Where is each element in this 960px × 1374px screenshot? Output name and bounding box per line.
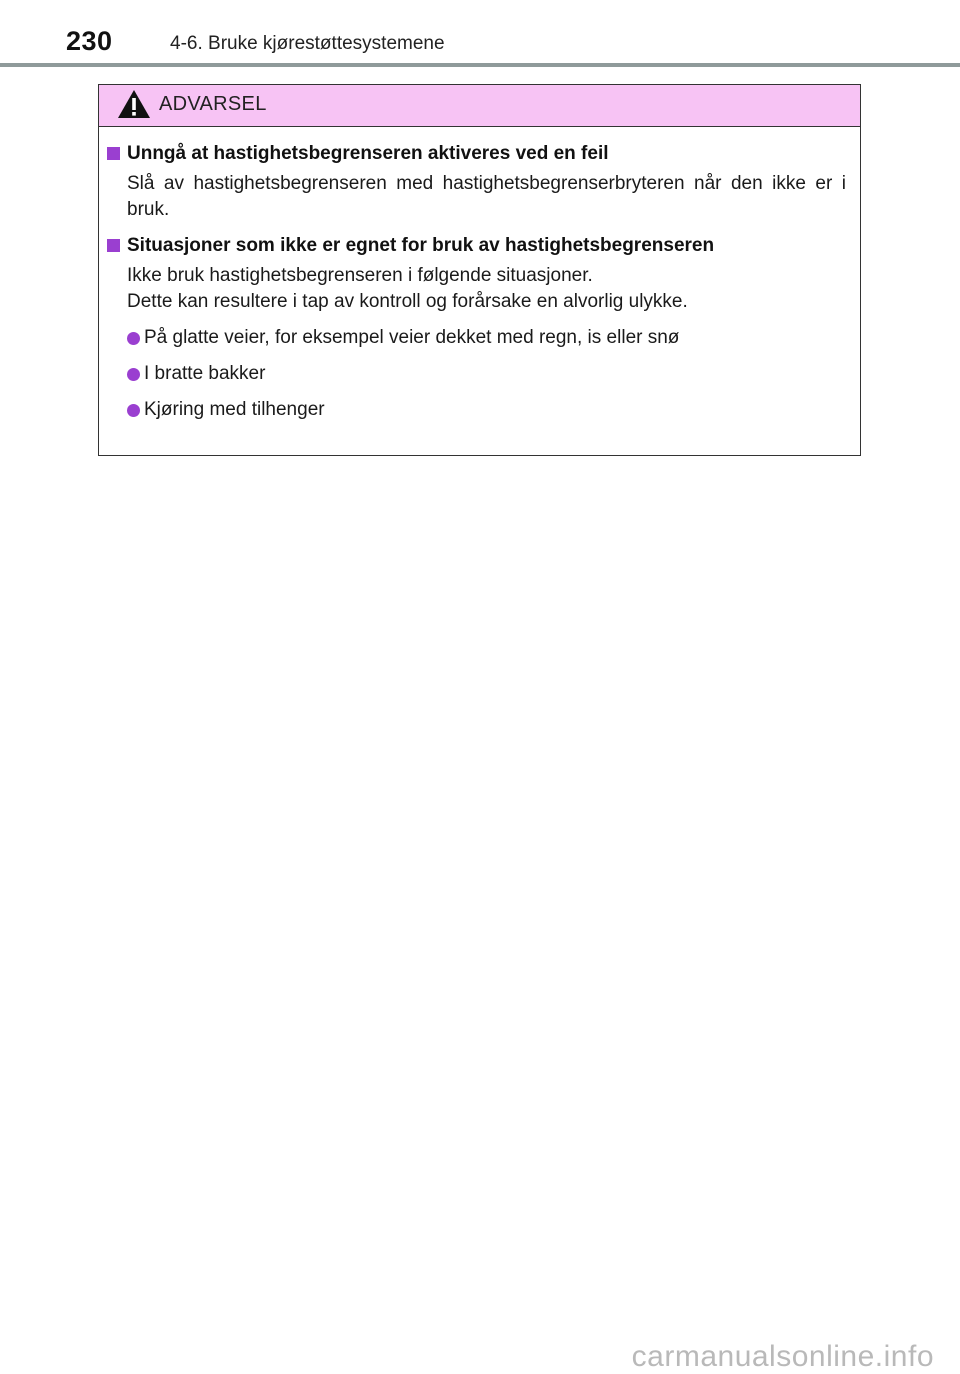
section-title: 4-6. Bruke kjørestøttesystemene: [170, 33, 445, 54]
warning-header: [99, 85, 860, 127]
page-header: [0, 0, 960, 70]
round-bullet-icon: [127, 368, 140, 381]
warning-label: ADVARSEL: [159, 93, 267, 115]
list-item-text: Kjøring med tilhenger: [144, 399, 325, 420]
item-text: [127, 171, 846, 223]
list-item: [127, 325, 846, 351]
item-heading: [107, 141, 846, 167]
item-heading-text: Situasjoner som ikke er egnet for bruk av hastighetsbegrenseren: [127, 235, 715, 256]
square-bullet-icon: [107, 147, 120, 160]
warning-body: [99, 127, 860, 423]
item-heading: [107, 233, 846, 259]
list-item-text: I bratte bakker: [144, 363, 266, 384]
item-paragraph: Slå av hastighetsbegrenseren med hastighetsbegrenserbryteren når den ikke er i bruk.: [127, 173, 846, 220]
warning-box: [98, 84, 861, 456]
item-paragraph: Dette kan resultere i tap av kontroll og forårsake en alvorlig ulykke.: [127, 291, 688, 312]
warning-item: [107, 233, 846, 423]
list-item-text: På glatte veier, for eksempel veier dekket med regn, is eller snø: [144, 327, 680, 348]
page-number: 230: [66, 26, 113, 56]
bullet-list: [127, 325, 846, 423]
list-item: [127, 397, 846, 423]
watermark: carmanualsonline.info: [631, 1340, 934, 1373]
header-rule: [0, 63, 960, 67]
item-heading-text: Unngå at hastighetsbegrenseren aktiveres ved en feil: [127, 143, 609, 164]
item-text: [127, 263, 846, 315]
warning-item: [107, 141, 846, 223]
warning-triangle-icon: [117, 89, 151, 119]
square-bullet-icon: [107, 239, 120, 252]
list-item: [127, 361, 846, 387]
round-bullet-icon: [127, 404, 140, 417]
round-bullet-icon: [127, 332, 140, 345]
item-paragraph: Ikke bruk hastighetsbegrenseren i følgende situasjoner.: [127, 265, 593, 286]
